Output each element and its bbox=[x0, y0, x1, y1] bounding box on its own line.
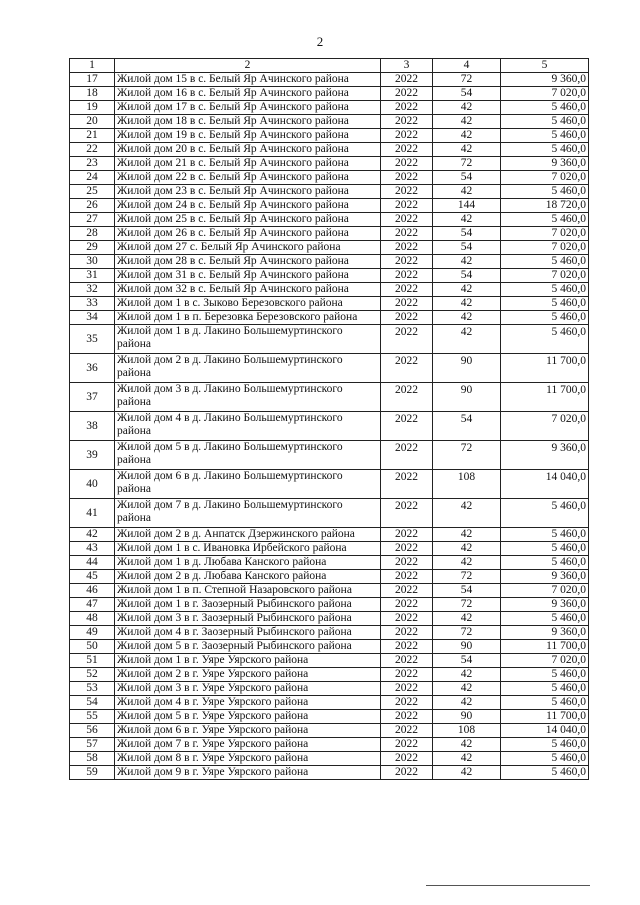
table-row bbox=[70, 696, 589, 710]
row-number-cell: 44 bbox=[70, 556, 115, 570]
quantity-cell: 42 bbox=[433, 213, 501, 227]
row-number-cell: 42 bbox=[70, 528, 115, 542]
row-number-cell: 55 bbox=[70, 710, 115, 724]
table-row bbox=[70, 283, 589, 297]
quantity-cell: 54 bbox=[433, 584, 501, 598]
table-row bbox=[70, 325, 589, 354]
quantity-cell: 54 bbox=[433, 654, 501, 668]
year-cell: 2022 bbox=[381, 556, 433, 570]
quantity-cell: 42 bbox=[433, 255, 501, 269]
footer-rule bbox=[426, 885, 590, 886]
year-cell: 2022 bbox=[381, 213, 433, 227]
row-number-cell: 22 bbox=[70, 143, 115, 157]
row-number-cell: 58 bbox=[70, 752, 115, 766]
amount-cell: 5 460,0 bbox=[501, 143, 589, 157]
amount-cell: 18 720,0 bbox=[501, 199, 589, 213]
table-row bbox=[70, 73, 589, 87]
amount-cell: 9 360,0 bbox=[501, 441, 589, 470]
year-cell: 2022 bbox=[381, 283, 433, 297]
amount-cell: 7 020,0 bbox=[501, 412, 589, 441]
quantity-cell: 144 bbox=[433, 199, 501, 213]
year-cell: 2022 bbox=[381, 241, 433, 255]
year-cell: 2022 bbox=[381, 752, 433, 766]
amount-cell: 7 020,0 bbox=[501, 269, 589, 283]
row-number-cell: 46 bbox=[70, 584, 115, 598]
quantity-cell: 90 bbox=[433, 640, 501, 654]
year-cell: 2022 bbox=[381, 115, 433, 129]
table-row bbox=[70, 269, 589, 283]
year-cell: 2022 bbox=[381, 269, 433, 283]
amount-cell: 5 460,0 bbox=[501, 129, 589, 143]
object-name-cell: Жилой дом 4 в г. Уяре Уярского района bbox=[115, 696, 381, 710]
quantity-cell: 42 bbox=[433, 129, 501, 143]
object-name-cell: Жилой дом 2 в д. Любава Канского района bbox=[115, 570, 381, 584]
year-cell: 2022 bbox=[381, 612, 433, 626]
row-number-cell: 32 bbox=[70, 283, 115, 297]
table-row bbox=[70, 542, 589, 556]
table-row bbox=[70, 612, 589, 626]
amount-cell: 5 460,0 bbox=[501, 213, 589, 227]
year-cell: 2022 bbox=[381, 354, 433, 383]
object-name-cell: Жилой дом 32 в с. Белый Яр Ачинского района bbox=[115, 283, 381, 297]
amount-cell: 5 460,0 bbox=[501, 556, 589, 570]
quantity-cell: 108 bbox=[433, 724, 501, 738]
object-name-cell: Жилой дом 4 в д. Лакино Большемуртинского района bbox=[115, 412, 381, 441]
quantity-cell: 72 bbox=[433, 598, 501, 612]
quantity-cell: 42 bbox=[433, 528, 501, 542]
row-number-cell: 54 bbox=[70, 696, 115, 710]
table-row bbox=[70, 682, 589, 696]
table-header-row bbox=[70, 59, 589, 73]
object-name-cell: Жилой дом 16 в с. Белый Яр Ачинского района bbox=[115, 87, 381, 101]
object-name-cell: Жилой дом 31 в с. Белый Яр Ачинского района bbox=[115, 269, 381, 283]
column-header-5: 5 bbox=[501, 59, 589, 73]
row-number-cell: 39 bbox=[70, 441, 115, 470]
quantity-cell: 54 bbox=[433, 171, 501, 185]
table-body bbox=[70, 73, 589, 780]
year-cell: 2022 bbox=[381, 542, 433, 556]
row-number-cell: 21 bbox=[70, 129, 115, 143]
amount-cell: 5 460,0 bbox=[501, 185, 589, 199]
row-number-cell: 59 bbox=[70, 766, 115, 780]
object-name-cell: Жилой дом 3 в г. Заозерный Рыбинского района bbox=[115, 612, 381, 626]
row-number-cell: 57 bbox=[70, 738, 115, 752]
quantity-cell: 72 bbox=[433, 626, 501, 640]
quantity-cell: 42 bbox=[433, 738, 501, 752]
object-name-cell: Жилой дом 5 в г. Уяре Уярского района bbox=[115, 710, 381, 724]
table-row bbox=[70, 143, 589, 157]
year-cell: 2022 bbox=[381, 129, 433, 143]
year-cell: 2022 bbox=[381, 528, 433, 542]
amount-cell: 5 460,0 bbox=[501, 752, 589, 766]
amount-cell: 5 460,0 bbox=[501, 297, 589, 311]
quantity-cell: 42 bbox=[433, 101, 501, 115]
amount-cell: 7 020,0 bbox=[501, 171, 589, 185]
table-row bbox=[70, 640, 589, 654]
amount-cell: 11 700,0 bbox=[501, 354, 589, 383]
object-name-cell: Жилой дом 2 в г. Уяре Уярского района bbox=[115, 668, 381, 682]
quantity-cell: 108 bbox=[433, 470, 501, 499]
quantity-cell: 42 bbox=[433, 297, 501, 311]
amount-cell: 14 040,0 bbox=[501, 724, 589, 738]
table-row bbox=[70, 297, 589, 311]
object-name-cell: Жилой дом 23 в с. Белый Яр Ачинского района bbox=[115, 185, 381, 199]
year-cell: 2022 bbox=[381, 654, 433, 668]
object-name-cell: Жилой дом 1 в п. Березовка Березовского района bbox=[115, 311, 381, 325]
row-number-cell: 56 bbox=[70, 724, 115, 738]
quantity-cell: 42 bbox=[433, 766, 501, 780]
table-row bbox=[70, 668, 589, 682]
column-header-1: 1 bbox=[70, 59, 115, 73]
table-row bbox=[70, 654, 589, 668]
row-number-cell: 50 bbox=[70, 640, 115, 654]
quantity-cell: 42 bbox=[433, 752, 501, 766]
row-number-cell: 37 bbox=[70, 383, 115, 412]
object-name-cell: Жилой дом 24 в с. Белый Яр Ачинского района bbox=[115, 199, 381, 213]
quantity-cell: 72 bbox=[433, 157, 501, 171]
year-cell: 2022 bbox=[381, 499, 433, 528]
amount-cell: 9 360,0 bbox=[501, 626, 589, 640]
year-cell: 2022 bbox=[381, 598, 433, 612]
year-cell: 2022 bbox=[381, 255, 433, 269]
year-cell: 2022 bbox=[381, 441, 433, 470]
quantity-cell: 42 bbox=[433, 143, 501, 157]
quantity-cell: 42 bbox=[433, 185, 501, 199]
row-number-cell: 20 bbox=[70, 115, 115, 129]
amount-cell: 5 460,0 bbox=[501, 311, 589, 325]
row-number-cell: 47 bbox=[70, 598, 115, 612]
table-row bbox=[70, 87, 589, 101]
table-row bbox=[70, 752, 589, 766]
table-row bbox=[70, 311, 589, 325]
year-cell: 2022 bbox=[381, 185, 433, 199]
quantity-cell: 42 bbox=[433, 682, 501, 696]
row-number-cell: 53 bbox=[70, 682, 115, 696]
object-name-cell: Жилой дом 7 в г. Уяре Уярского района bbox=[115, 738, 381, 752]
object-name-cell: Жилой дом 22 в с. Белый Яр Ачинского района bbox=[115, 171, 381, 185]
quantity-cell: 42 bbox=[433, 668, 501, 682]
quantity-cell: 42 bbox=[433, 311, 501, 325]
quantity-cell: 42 bbox=[433, 612, 501, 626]
year-cell: 2022 bbox=[381, 87, 433, 101]
table-row bbox=[70, 213, 589, 227]
quantity-cell: 42 bbox=[433, 283, 501, 297]
year-cell: 2022 bbox=[381, 640, 433, 654]
table-row bbox=[70, 199, 589, 213]
amount-cell: 9 360,0 bbox=[501, 598, 589, 612]
object-name-cell: Жилой дом 2 в д. Лакино Большемуртинского района bbox=[115, 354, 381, 383]
object-name-cell: Жилой дом 1 в с. Ивановка Ирбейского района bbox=[115, 542, 381, 556]
year-cell: 2022 bbox=[381, 738, 433, 752]
row-number-cell: 23 bbox=[70, 157, 115, 171]
row-number-cell: 35 bbox=[70, 325, 115, 354]
year-cell: 2022 bbox=[381, 311, 433, 325]
quantity-cell: 42 bbox=[433, 499, 501, 528]
column-header-2: 2 bbox=[115, 59, 381, 73]
year-cell: 2022 bbox=[381, 157, 433, 171]
year-cell: 2022 bbox=[381, 143, 433, 157]
table-row bbox=[70, 115, 589, 129]
row-number-cell: 52 bbox=[70, 668, 115, 682]
year-cell: 2022 bbox=[381, 412, 433, 441]
amount-cell: 5 460,0 bbox=[501, 696, 589, 710]
year-cell: 2022 bbox=[381, 171, 433, 185]
object-name-cell: Жилой дом 1 в п. Степной Назаровского района bbox=[115, 584, 381, 598]
amount-cell: 5 460,0 bbox=[501, 612, 589, 626]
table-row bbox=[70, 766, 589, 780]
row-number-cell: 41 bbox=[70, 499, 115, 528]
row-number-cell: 33 bbox=[70, 297, 115, 311]
year-cell: 2022 bbox=[381, 766, 433, 780]
row-number-cell: 40 bbox=[70, 470, 115, 499]
table-row bbox=[70, 227, 589, 241]
object-name-cell: Жилой дом 19 в с. Белый Яр Ачинского района bbox=[115, 129, 381, 143]
row-number-cell: 27 bbox=[70, 213, 115, 227]
row-number-cell: 34 bbox=[70, 311, 115, 325]
table-row bbox=[70, 255, 589, 269]
object-name-cell: Жилой дом 28 в с. Белый Яр Ачинского района bbox=[115, 255, 381, 269]
object-name-cell: Жилой дом 17 в с. Белый Яр Ачинского района bbox=[115, 101, 381, 115]
year-cell: 2022 bbox=[381, 724, 433, 738]
column-header-3: 3 bbox=[381, 59, 433, 73]
quantity-cell: 42 bbox=[433, 115, 501, 129]
year-cell: 2022 bbox=[381, 626, 433, 640]
object-name-cell: Жилой дом 2 в д. Анпатск Дзержинского района bbox=[115, 528, 381, 542]
row-number-cell: 48 bbox=[70, 612, 115, 626]
object-name-cell: Жилой дом 5 в д. Лакино Большемуртинского района bbox=[115, 441, 381, 470]
year-cell: 2022 bbox=[381, 199, 433, 213]
amount-cell: 5 460,0 bbox=[501, 542, 589, 556]
amount-cell: 7 020,0 bbox=[501, 584, 589, 598]
table-row bbox=[70, 528, 589, 542]
object-name-cell: Жилой дом 1 в д. Лакино Большемуртинского района bbox=[115, 325, 381, 354]
year-cell: 2022 bbox=[381, 325, 433, 354]
quantity-cell: 54 bbox=[433, 227, 501, 241]
table-row bbox=[70, 724, 589, 738]
amount-cell: 11 700,0 bbox=[501, 710, 589, 724]
page-number: 2 bbox=[316, 34, 324, 49]
table-row bbox=[70, 101, 589, 115]
table-row bbox=[70, 570, 589, 584]
column-header-4: 4 bbox=[433, 59, 501, 73]
object-name-cell: Жилой дом 1 в с. Зыково Березовского района bbox=[115, 297, 381, 311]
quantity-cell: 42 bbox=[433, 556, 501, 570]
quantity-cell: 72 bbox=[433, 73, 501, 87]
quantity-cell: 42 bbox=[433, 542, 501, 556]
object-name-cell: Жилой дом 1 в г. Уяре Уярского района bbox=[115, 654, 381, 668]
object-name-cell: Жилой дом 15 в с. Белый Яр Ачинского района bbox=[115, 73, 381, 87]
year-cell: 2022 bbox=[381, 682, 433, 696]
amount-cell: 5 460,0 bbox=[501, 283, 589, 297]
amount-cell: 9 360,0 bbox=[501, 570, 589, 584]
row-number-cell: 45 bbox=[70, 570, 115, 584]
table-row bbox=[70, 626, 589, 640]
quantity-cell: 42 bbox=[433, 696, 501, 710]
row-number-cell: 31 bbox=[70, 269, 115, 283]
table-row bbox=[70, 185, 589, 199]
table-row bbox=[70, 738, 589, 752]
table-row bbox=[70, 556, 589, 570]
year-cell: 2022 bbox=[381, 101, 433, 115]
amount-cell: 7 020,0 bbox=[501, 241, 589, 255]
object-name-cell: Жилой дом 20 в с. Белый Яр Ачинского района bbox=[115, 143, 381, 157]
table-row bbox=[70, 470, 589, 499]
object-name-cell: Жилой дом 25 в с. Белый Яр Ачинского района bbox=[115, 213, 381, 227]
row-number-cell: 25 bbox=[70, 185, 115, 199]
year-cell: 2022 bbox=[381, 584, 433, 598]
year-cell: 2022 bbox=[381, 227, 433, 241]
amount-cell: 11 700,0 bbox=[501, 640, 589, 654]
row-number-cell: 30 bbox=[70, 255, 115, 269]
row-number-cell: 17 bbox=[70, 73, 115, 87]
row-number-cell: 24 bbox=[70, 171, 115, 185]
table-row bbox=[70, 157, 589, 171]
table-row bbox=[70, 710, 589, 724]
object-name-cell: Жилой дом 27 с. Белый Яр Ачинского района bbox=[115, 241, 381, 255]
row-number-cell: 19 bbox=[70, 101, 115, 115]
amount-cell: 9 360,0 bbox=[501, 73, 589, 87]
row-number-cell: 38 bbox=[70, 412, 115, 441]
table-row bbox=[70, 129, 589, 143]
object-name-cell: Жилой дом 3 в д. Лакино Большемуртинского района bbox=[115, 383, 381, 412]
object-name-cell: Жилой дом 21 в с. Белый Яр Ачинского района bbox=[115, 157, 381, 171]
amount-cell: 5 460,0 bbox=[501, 101, 589, 115]
quantity-cell: 54 bbox=[433, 241, 501, 255]
quantity-cell: 54 bbox=[433, 269, 501, 283]
table-row bbox=[70, 241, 589, 255]
object-name-cell: Жилой дом 6 в г. Уяре Уярского района bbox=[115, 724, 381, 738]
object-name-cell: Жилой дом 5 в г. Заозерный Рыбинского района bbox=[115, 640, 381, 654]
year-cell: 2022 bbox=[381, 696, 433, 710]
amount-cell: 7 020,0 bbox=[501, 654, 589, 668]
amount-cell: 5 460,0 bbox=[501, 255, 589, 269]
amount-cell: 14 040,0 bbox=[501, 470, 589, 499]
object-name-cell: Жилой дом 8 в г. Уяре Уярского района bbox=[115, 752, 381, 766]
row-number-cell: 36 bbox=[70, 354, 115, 383]
table-row bbox=[70, 354, 589, 383]
amount-cell: 5 460,0 bbox=[501, 115, 589, 129]
quantity-cell: 54 bbox=[433, 87, 501, 101]
year-cell: 2022 bbox=[381, 710, 433, 724]
row-number-cell: 28 bbox=[70, 227, 115, 241]
row-number-cell: 18 bbox=[70, 87, 115, 101]
amount-cell: 5 460,0 bbox=[501, 738, 589, 752]
year-cell: 2022 bbox=[381, 570, 433, 584]
quantity-cell: 90 bbox=[433, 354, 501, 383]
table-row bbox=[70, 412, 589, 441]
quantity-cell: 90 bbox=[433, 383, 501, 412]
object-name-cell: Жилой дом 3 в г. Уяре Уярского района bbox=[115, 682, 381, 696]
amount-cell: 11 700,0 bbox=[501, 383, 589, 412]
quantity-cell: 72 bbox=[433, 441, 501, 470]
table-row bbox=[70, 499, 589, 528]
amount-cell: 5 460,0 bbox=[501, 528, 589, 542]
year-cell: 2022 bbox=[381, 297, 433, 311]
quantity-cell: 72 bbox=[433, 570, 501, 584]
object-name-cell: Жилой дом 1 в д. Любава Канского района bbox=[115, 556, 381, 570]
table-row bbox=[70, 441, 589, 470]
year-cell: 2022 bbox=[381, 383, 433, 412]
table-row bbox=[70, 584, 589, 598]
quantity-cell: 90 bbox=[433, 710, 501, 724]
table-row bbox=[70, 171, 589, 185]
amount-cell: 7 020,0 bbox=[501, 227, 589, 241]
object-name-cell: Жилой дом 7 в д. Лакино Большемуртинского района bbox=[115, 499, 381, 528]
amount-cell: 5 460,0 bbox=[501, 668, 589, 682]
quantity-cell: 54 bbox=[433, 412, 501, 441]
row-number-cell: 49 bbox=[70, 626, 115, 640]
object-name-cell: Жилой дом 6 в д. Лакино Большемуртинского района bbox=[115, 470, 381, 499]
row-number-cell: 43 bbox=[70, 542, 115, 556]
object-name-cell: Жилой дом 9 в г. Уяре Уярского района bbox=[115, 766, 381, 780]
row-number-cell: 51 bbox=[70, 654, 115, 668]
object-name-cell: Жилой дом 26 в с. Белый Яр Ачинского района bbox=[115, 227, 381, 241]
object-name-cell: Жилой дом 18 в с. Белый Яр Ачинского района bbox=[115, 115, 381, 129]
quantity-cell: 42 bbox=[433, 325, 501, 354]
housing-table bbox=[69, 58, 589, 780]
object-name-cell: Жилой дом 1 в г. Заозерный Рыбинского района bbox=[115, 598, 381, 612]
year-cell: 2022 bbox=[381, 73, 433, 87]
row-number-cell: 29 bbox=[70, 241, 115, 255]
amount-cell: 7 020,0 bbox=[501, 87, 589, 101]
amount-cell: 5 460,0 bbox=[501, 682, 589, 696]
row-number-cell: 26 bbox=[70, 199, 115, 213]
amount-cell: 5 460,0 bbox=[501, 325, 589, 354]
amount-cell: 9 360,0 bbox=[501, 157, 589, 171]
table-row bbox=[70, 598, 589, 612]
object-name-cell: Жилой дом 4 в г. Заозерный Рыбинского района bbox=[115, 626, 381, 640]
table-row bbox=[70, 383, 589, 412]
amount-cell: 5 460,0 bbox=[501, 499, 589, 528]
year-cell: 2022 bbox=[381, 470, 433, 499]
year-cell: 2022 bbox=[381, 668, 433, 682]
amount-cell: 5 460,0 bbox=[501, 766, 589, 780]
